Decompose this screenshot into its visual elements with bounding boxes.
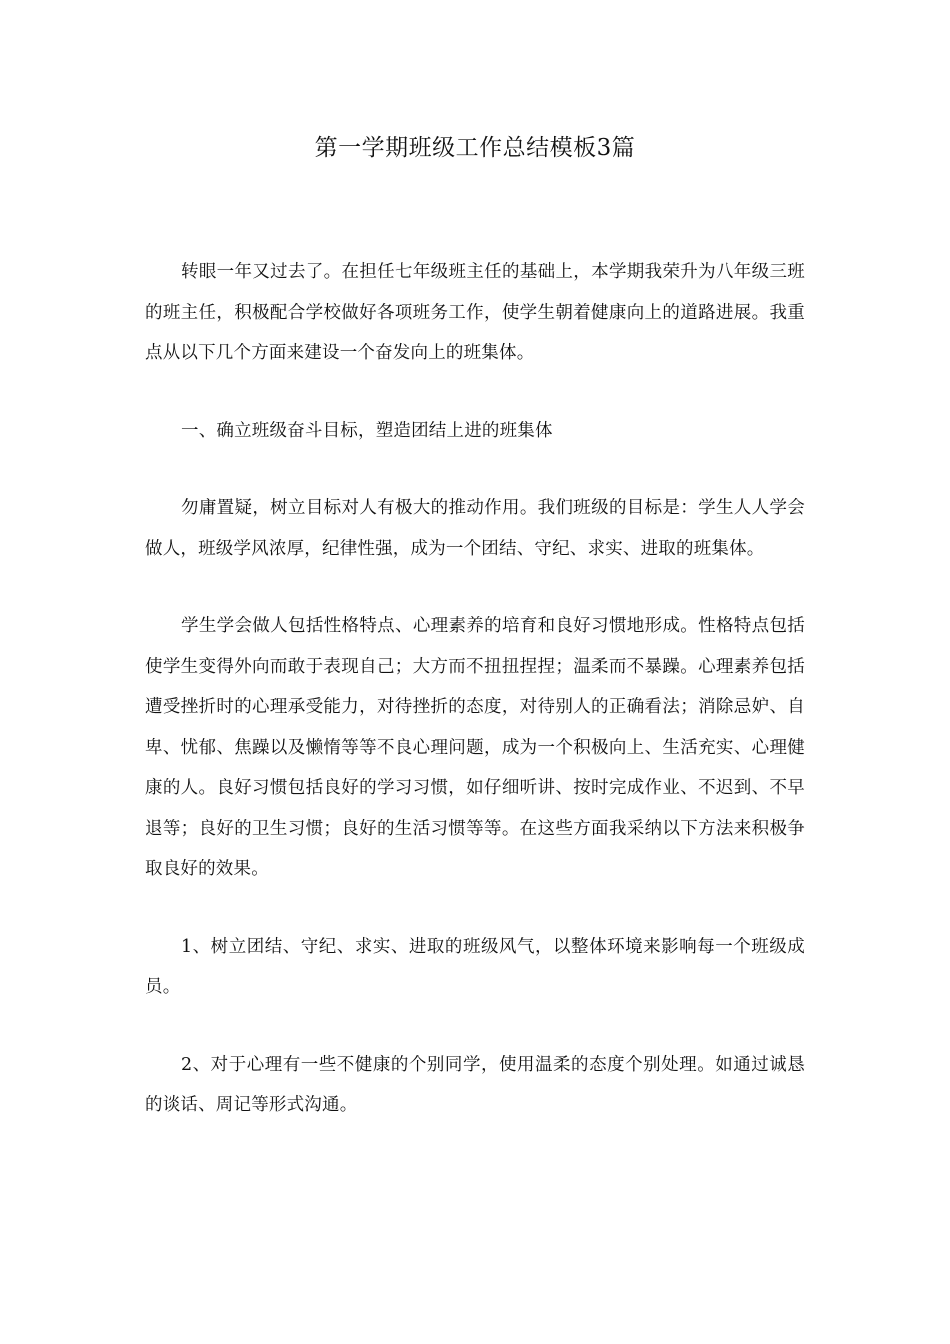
list-item-2: 2、对于心理有一些不健康的个别同学，使用温柔的态度个别处理。如通过诚恳的谈话、周记等形式沟通。 [145, 1054, 805, 1115]
paragraph-intro: 转眼一年又过去了。在担任七年级班主任的基础上，本学期我荣升为八年级三班的班主任，积极配合学校做好各项班务工作，使学生朝着健康向上的道路进展。我重点从以下几个方面来建设一个奋发向上的班集体。 [145, 262, 805, 363]
list-item-1: 1、树立团结、守纪、求实、进取的班级风气，以整体环境来影响每一个班级成员。 [145, 936, 805, 997]
document-title: 第一学期班级工作总结模板3篇 [314, 135, 636, 161]
section-heading-1: 一、确立班级奋斗目标，塑造团结上进的班集体 [181, 420, 553, 441]
document-body [145, 252, 805, 1126]
paragraph-goal: 勿庸置疑，树立目标对人有极大的推动作用。我们班级的目标是：学生人人学会做人，班级学风浓厚，纪律性强，成为一个团结、守纪、求实、进取的班集体。 [145, 498, 805, 559]
paragraph-character: 学生学会做人包括性格特点、心理素养的培育和良好习惯地形成。性格特点包括使学生变得外向而敢于表现自己；大方而不扭扭捏捏；温柔而不暴躁。心理素养包括遭受挫折时的心理承受能力，对待挫折的态度，对待别人的正确看法；消除忌妒、自卑、忧郁、焦躁以及懒惰等等不良心理问题，成为一个积极向上、生活充实、心理健康的人。良好习惯包括良好的学习习惯，如仔细听讲、按时完成作业、不迟到、不早退等；良好的卫生习惯；良好的生活习惯等等。在这些方面我采纳以下方法来积极争取良好的效果。 [145, 616, 805, 879]
